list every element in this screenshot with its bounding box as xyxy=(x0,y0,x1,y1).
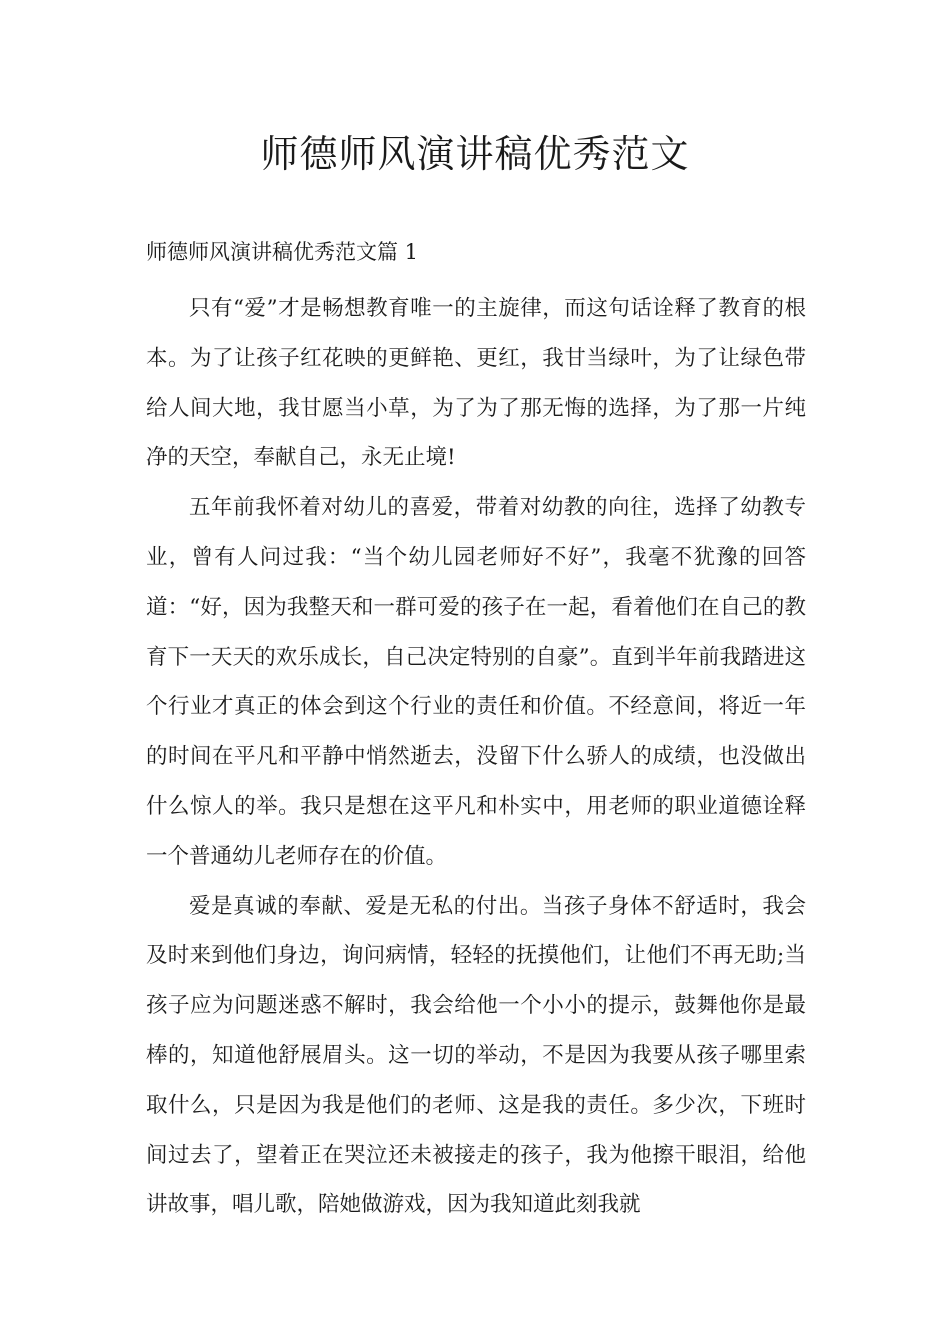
section-heading: 师德师风演讲稿优秀范文篇 1 xyxy=(146,240,419,264)
paragraph: 五年前我怀着对幼儿的喜爱，带着对幼教的向往，选择了幼教专业，曾有人问过我：“当个幼儿园老师好不好”，我毫不犹豫的回答道：“好，因为我整天和一群可爱的孩子在一起，看着他们在自己的教育下一天天的欢乐成长，自己决定特别的自豪”。直到半年前我踏进这个行业才真正的体会到这个行业的责任和价值。不经意间，将近一年的时间在平凡和平静中悄然逝去，没留下什么骄人的成绩，也没做出什么惊人的举。我只是想在这平凡和朴实中，用老师的职业道德诠释一个普通幼儿老师存在的价值。 xyxy=(146,495,806,869)
paragraph: 只有“爱”才是畅想教育唯一的主旋律，而这句话诠释了教育的根本。为了让孩子红花映的更鲜艳、更红，我甘当绿叶，为了让绿色带给人间大地，我甘愿当小草，为了为了那无悔的选择，为了那一片纯净的天空，奉献自己，永无止境! xyxy=(146,296,806,471)
document-body xyxy=(146,284,806,1230)
document-title: 师德师风演讲稿优秀范文 xyxy=(260,132,690,176)
paragraph: 爱是真诚的奉献、爱是无私的付出。当孩子身体不舒适时，我会及时来到他们身边，询问病情，轻轻的抚摸他们，让他们不再无助;当孩子应为问题迷惑不解时，我会给他一个小小的提示，鼓舞他你是最棒的，知道他舒展眉头。这一切的举动，不是因为我要从孩子哪里索取什么，只是因为我是他们的老师、这是我的责任。多少次，下班时间过去了，望着正在哭泣还未被接走的孩子，我为他擦干眼泪，给他讲故事，唱儿歌，陪她做游戏，因为我知道此刻我就 xyxy=(146,893,806,1218)
